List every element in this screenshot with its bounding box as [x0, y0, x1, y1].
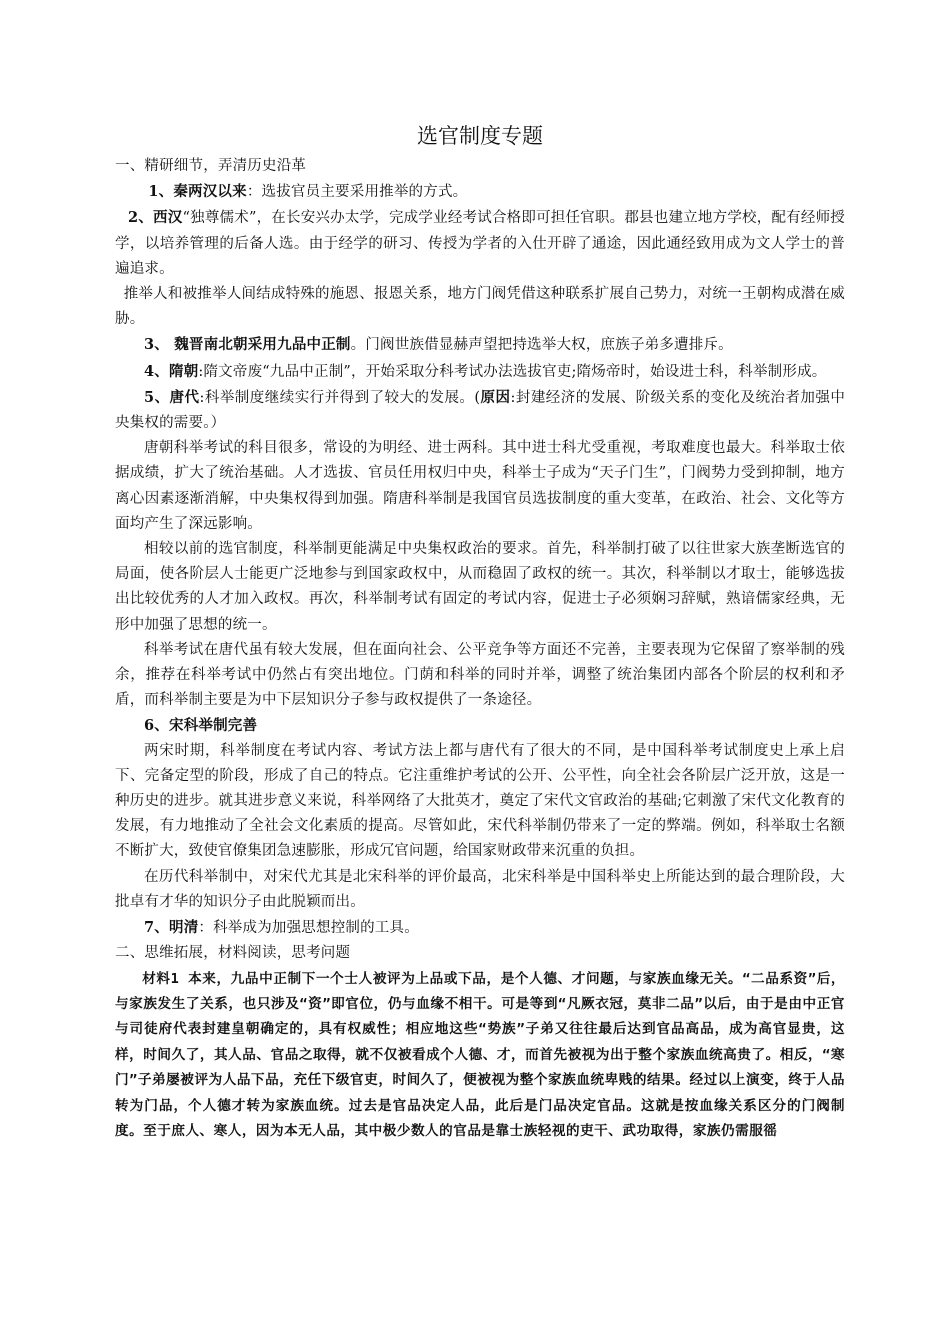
section-heading-1: 一、精研细节，弄清历史沿革: [115, 158, 307, 174]
paragraph-nine-rank: [115, 332, 845, 358]
paragraph-song-heading: 6、宋科举制完善: [144, 717, 258, 735]
paragraph-western-han: [115, 205, 845, 282]
paragraph-tang-limits: 科举考试在唐代虽有较大发展，但在面向社会、公平竞争等方面还不完善，主要表现为它保留了察举制的残余，推荐在科举考试中仍然占有突出地位。门荫和科举的同时并举，调整了统治集团内部各个阶层的权利和矛盾，而科举制主要是为中下层知识分子参与政权提供了一条途径。: [115, 641, 845, 709]
document-page: [115, 120, 845, 1144]
paragraph-text: :隋文帝废“九品中正制”，开始采取分科考试办法选拔官吏;隋炀帝时，始设进士科，科举制形成。: [198, 363, 827, 380]
paragraph-tang-exams: 唐朝科举考试的科目很多，常设的为明经、进士两科。其中进士科尤受重视，考取难度也最大。科举取士依据成绩，扩大了统治基础。人才选拔、官员任用权归中央，科举士子成为“天子门生”，门阀势力受到抑制，地方离心因素逐渐消解，中央集权得到加强。隋唐科举制是我国官员选拔制度的重大变革，在政治、社会、文化等方面均产生了深远影响。: [115, 440, 845, 532]
paragraph-head: 5、唐代: [144, 388, 200, 406]
paragraph-text: ：科举成为加强思想控制的工具。: [198, 920, 419, 937]
paragraph-text: “独尊儒术”，在长安兴办太学，完成学业经考试合格即可担任官职。郡县也建立地方学校，配有经师授学，以培养管理的后备人选。由于经学的研习、传授为学者的入仕开辟了通途，因此通经致用成为文人学士的普遍追求。: [115, 210, 845, 277]
paragraph-head: 1、秦两汉以来: [148, 183, 247, 201]
paragraph-text: :科举制度继续实行并得到了较大的发展。(: [199, 389, 481, 406]
page-title: 选官制度专题: [417, 124, 543, 148]
paragraph-song: 两宋时期，科举制度在考试内容、考试方法上都与唐代有了很大的不同，是中国科举考试制度史上承上启下、完备定型的阶段，形成了自己的特点。它注重维护考试的公开、公平性，向全社会各阶层广泛开放，这是一种历史的进步。就其进步意义来说，科举网络了大批英才，奠定了宋代文官政治的基础;它刺激了宋代文化教育的发展，有力地推动了全社会文化素质的提高。尽管如此，宋代科举制仍带来了一定的弊端。例如，科举取士名额不断扩大，致使官僚集团急速膨胀，形成冗官问题，给国家财政带来沉重的负担。: [115, 742, 845, 860]
paragraph-sui: [115, 359, 845, 385]
paragraph-head: 4、隋朝: [144, 362, 199, 380]
paragraph-head: 7、明清: [144, 919, 199, 937]
paragraph-northern-song: 在历代科举制中，对宋代尤其是北宋科举的评价最高，北宋科举是中国科举史上所能达到的最合理阶段，大批卓有才华的知识分子由此脱颖而出。: [115, 868, 845, 910]
paragraph-recommendation: 推举人和被推举人间结成特殊的施恩、报恩关系，地方门阀凭借这种联系扩展自己势力，对统一王朝构成潜在威胁。: [115, 286, 845, 328]
paragraph-tang: [115, 385, 845, 436]
paragraph-head: 3、 魏晋南北朝采用九品中正制: [144, 336, 351, 354]
paragraph-text-reason: :封建经济的发展、阶级关系的变化及统治者加强中央集权的需要。）: [115, 389, 846, 432]
paragraph-head: 2、西汉: [128, 209, 183, 227]
paragraph-comparison: 相较以前的选官制度，科举制更能满足中央集权政治的要求。首先，科举制打破了以往世家大族垄断选官的局面，使各阶层人士能更广泛地参与到国家政权中，从而稳固了政权的统一。其次，科举制以才取士，能够选拔出比较优秀的人才加入政权。再次，科举制考试有固定的考试内容，促进士子必须娴习辞赋，熟谙儒家经典，无形中加强了思想的统一。: [115, 541, 845, 633]
paragraph-ming-qing: [115, 915, 845, 941]
paragraph-qin-han: [115, 179, 845, 205]
paragraph-head-reason: 原因: [480, 388, 511, 406]
paragraph-text: 。门阀世族借显赫声望把持选举大权，庶族子弟多遭排斥。: [350, 337, 733, 354]
material-1: 材料1 本来，九品中正制下一个士人被评为上品或下品，是个人德、才问题，与家族血缘无关。“二品系资”后，与家族发生了关系，也只涉及“资”即官位，仍与血缘不相干。可是等到“凡厥衣冠，莫非二品”以后，由于是由中正官与司徒府代表封建皇朝确定的，具有权威性；相应地这些“势族”子弟又往往最后达到官品高品，成为高官显贵，这样，时间久了，其人品、官品之取得，就不仅被看成个人德、才，而首先被视为出于整个家族血统高贵了。相反，“寒门”子弟屡被评为人品下品，充任下级官吏，时间久了，便被视为整个家族血统卑贱的结果。经过以上演变，终于人品转为门品，个人德才转为家族血统。过去是官品决定人品，此后是门品决定官品。这就是按血缘关系区分的门阀制度。至于庶人、寒人，因为本无人品，其中极少数人的官品是靠士族轻视的吏干、武功取得，家族仍需服徭: [115, 970, 845, 1139]
section-heading-2: 二、思维拓展，材料阅读，思考问题: [115, 945, 351, 962]
paragraph-text: ：选拔官员主要采用推举的方式。: [246, 184, 468, 201]
